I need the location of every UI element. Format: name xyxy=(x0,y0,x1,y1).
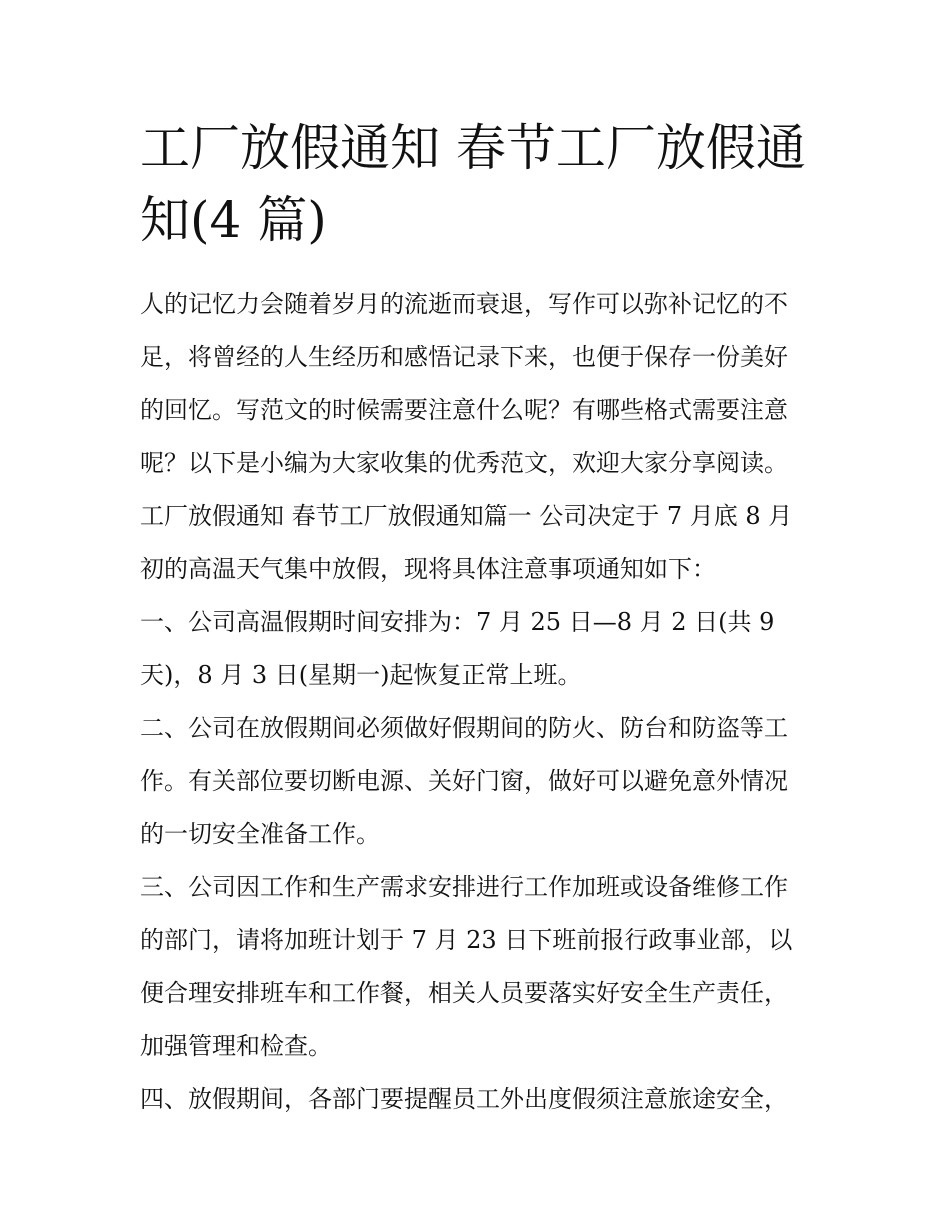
paragraph-item-1 xyxy=(140,596,820,702)
paragraph-item-4 xyxy=(140,1073,820,1126)
text-line: 一、公司高温假期时间安排为：7 月 25 日—8 月 2 日(共 9 xyxy=(140,608,775,636)
text-line: 加强管理和检查。 xyxy=(140,1032,332,1060)
document-body xyxy=(140,278,820,1126)
text-line: 三、公司因工作和生产需求安排进行工作加班或设备维修工作 xyxy=(140,873,788,901)
text-line: 工厂放假通知 春节工厂放假通知篇一 公司决定于 7 月底 8 月 xyxy=(140,502,793,530)
text-line: 二、公司在放假期间必须做好假期间的防火、防台和防盗等工 xyxy=(140,714,788,742)
text-line: 天)，8 月 3 日(星期一)起恢复正常上班。 xyxy=(140,661,582,689)
paragraph-intro xyxy=(140,278,820,490)
paragraph-notice-intro xyxy=(140,490,820,596)
text-line: 足，将曾经的人生经历和感悟记录下来，也便于保存一份美好 xyxy=(140,343,788,371)
text-line: 便合理安排班车和工作餐，相关人员要落实好安全生产责任， xyxy=(140,979,788,1007)
text-line: 呢？以下是小编为大家收集的优秀范文，欢迎大家分享阅读。 xyxy=(140,449,788,477)
text-line: 人的记忆力会随着岁月的流逝而衰退，写作可以弥补记忆的不 xyxy=(140,290,788,318)
title-line: 知(4 篇) xyxy=(140,191,327,249)
text-line: 四、放假期间，各部门要提醒员工外出度假须注意旅途安全， xyxy=(140,1085,788,1113)
text-line: 作。有关部位要切断电源、关好门窗，做好可以避免意外情况 xyxy=(140,767,788,795)
paragraph-item-2 xyxy=(140,702,820,861)
document-title xyxy=(140,112,820,256)
text-line: 的部门，请将加班计划于 7 月 23 日下班前报行政事业部，以 xyxy=(140,926,793,954)
text-line: 的一切安全准备工作。 xyxy=(140,820,380,848)
text-line: 的回忆。写范文的时候需要注意什么呢？有哪些格式需要注意 xyxy=(140,396,788,424)
text-line: 初的高温天气集中放假，现将具体注意事项通知如下： xyxy=(140,555,716,583)
title-line: 工厂放假通知 春节工厂放假通 xyxy=(140,119,806,177)
paragraph-item-3 xyxy=(140,861,820,1073)
